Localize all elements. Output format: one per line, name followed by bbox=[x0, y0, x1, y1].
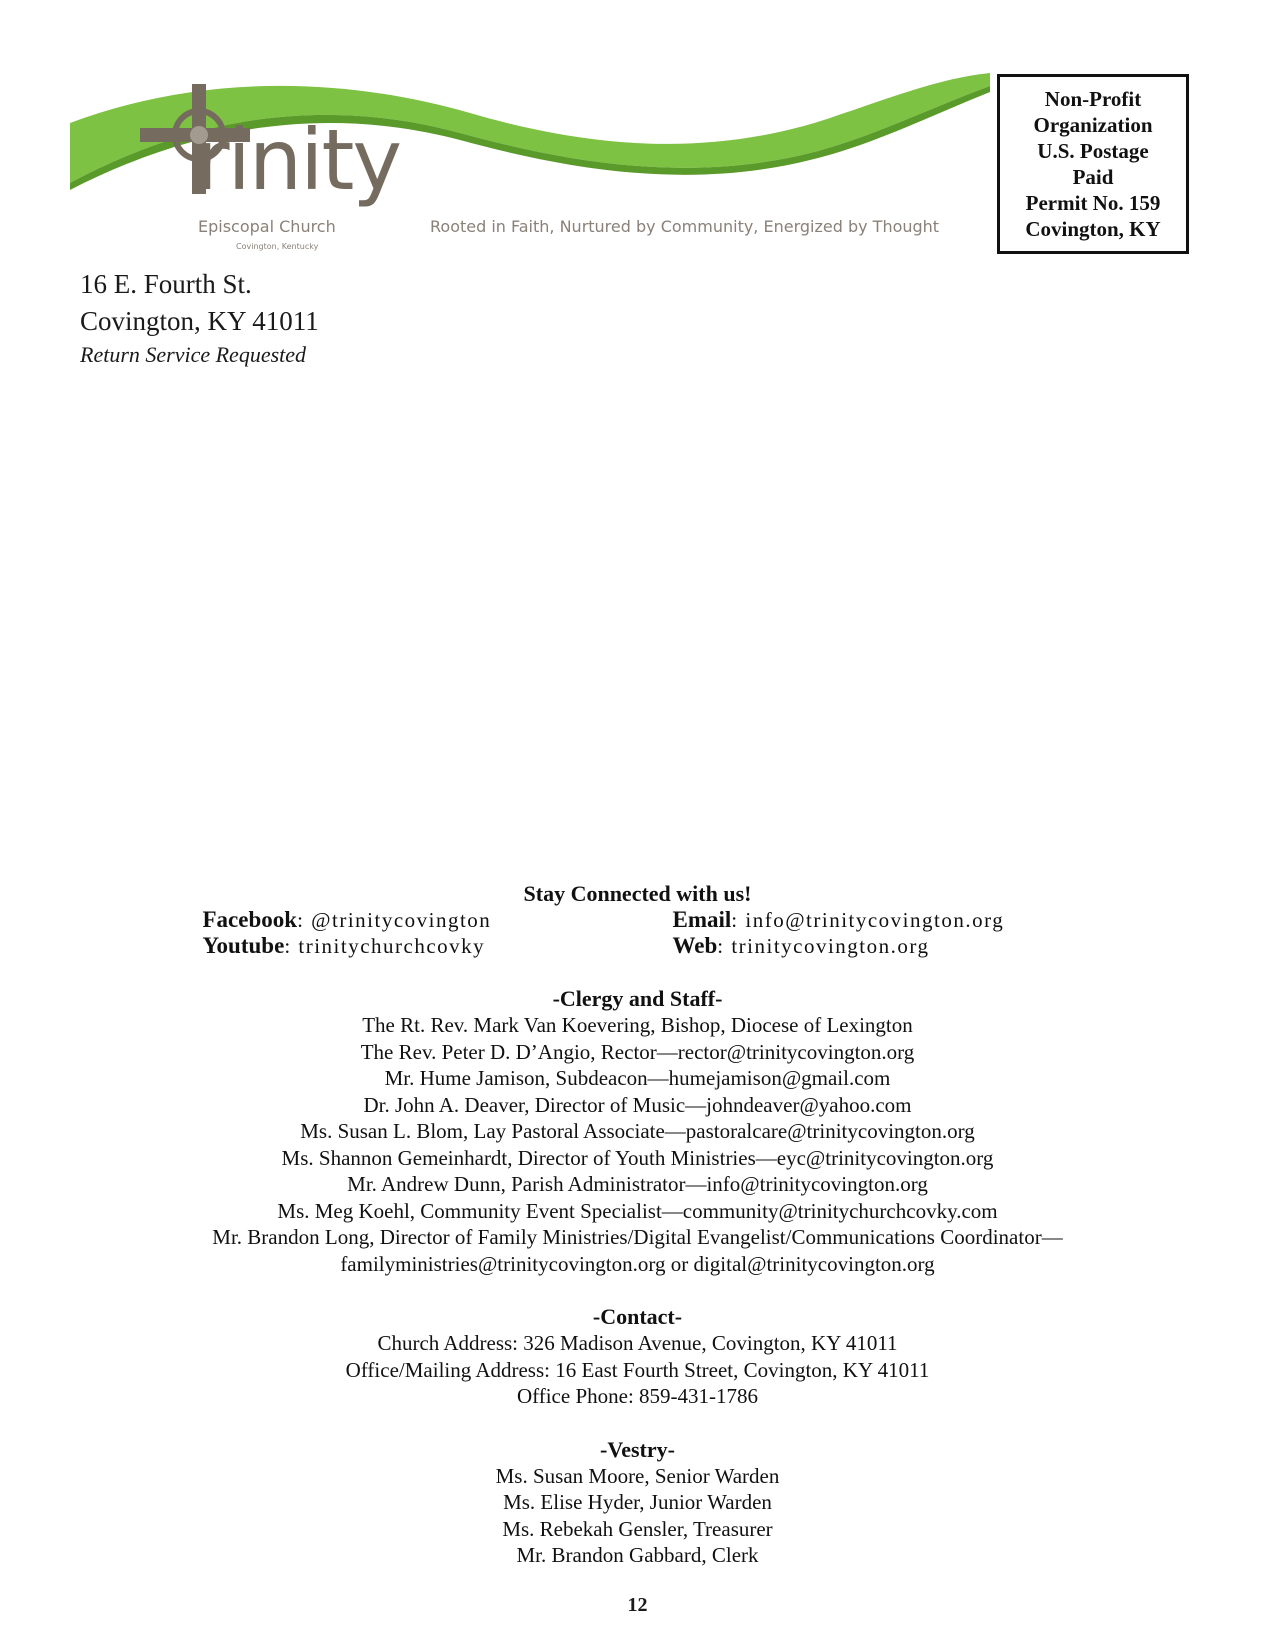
clergy-line: Mr. Brandon Long, Director of Family Ministries/Digital Evangelist/Communications Coordinator— bbox=[212, 1225, 1063, 1249]
contact-line: Office Phone: 859-431-1786 bbox=[516, 1384, 759, 1408]
postage-permit-box bbox=[997, 74, 1189, 254]
return-address bbox=[80, 266, 319, 370]
footer-info bbox=[60, 880, 1215, 1569]
permit-line: Organization bbox=[1033, 113, 1153, 137]
email-label: Email bbox=[672, 907, 732, 932]
clergy-line: Dr. John A. Deaver, Director of Music—johndeaver@yahoo.com bbox=[363, 1092, 912, 1117]
facebook-label: Facebook bbox=[202, 907, 298, 932]
page-number: 12 bbox=[627, 1594, 648, 1616]
tagline: Rooted in Faith, Nurtured by Community, Energized by Thought bbox=[430, 217, 940, 236]
web-value: : trinitycovington.org bbox=[717, 934, 930, 958]
vestry-line: Ms. Elise Hyder, Junior Warden bbox=[503, 1490, 772, 1514]
return-city: Covington, KY 41011 bbox=[80, 306, 319, 336]
facebook-value: : @trinitycovington bbox=[297, 908, 492, 932]
contact-line: Church Address: 326 Madison Avenue, Covington, KY 41011 bbox=[377, 1331, 898, 1355]
permit-line: Covington, KY bbox=[1025, 217, 1161, 241]
permit-line: U.S. Postage bbox=[1037, 139, 1149, 163]
clergy-line: Ms. Susan L. Blom, Lay Pastoral Associate—pastoralcare@trinitycovington.org bbox=[300, 1119, 975, 1143]
contact-line: Office/Mailing Address: 16 East Fourth Street, Covington, KY 41011 bbox=[345, 1357, 930, 1382]
facebook-entry[interactable] bbox=[203, 907, 653, 933]
youtube-label: Youtube bbox=[202, 933, 285, 958]
email-entry[interactable] bbox=[673, 907, 1103, 933]
clergy-line: Ms. Meg Koehl, Community Event Specialist—community@trinitychurchcovky.com bbox=[277, 1198, 998, 1223]
youtube-entry[interactable] bbox=[203, 933, 653, 959]
clergy-line: The Rev. Peter D. D’Angio, Rector—rector@trinitycovington.org bbox=[360, 1039, 915, 1064]
vestry-line: Ms. Rebekah Gensler, Treasurer bbox=[502, 1516, 773, 1541]
clergy-title: -Clergy and Staff- bbox=[552, 986, 723, 1011]
social-links bbox=[90, 907, 1215, 959]
web-entry[interactable] bbox=[673, 933, 1103, 959]
email-value: : info@trinitycovington.org bbox=[731, 908, 1005, 932]
clergy-line: Ms. Shannon Gemeinhardt, Director of Youth Ministries—eyc@trinitycovington.org bbox=[281, 1145, 994, 1170]
clergy-line: Mr. Hume Jamison, Subdeacon—humejamison@gmail.com bbox=[384, 1066, 891, 1090]
vestry-line: Mr. Brandon Gabbard, Clerk bbox=[516, 1543, 759, 1567]
youtube-value: : trinitychurchcovky bbox=[284, 934, 486, 958]
contact-title: -Contact- bbox=[592, 1304, 683, 1329]
return-note: Return Service Requested bbox=[80, 342, 307, 367]
clergy-line: Mr. Andrew Dunn, Parish Administrator—info@trinitycovington.org bbox=[347, 1172, 928, 1196]
clergy-line: The Rt. Rev. Mark Van Koevering, Bishop, Diocese of Lexington bbox=[362, 1013, 913, 1037]
logo-wordmark: rinity bbox=[195, 111, 401, 209]
permit-line: Paid bbox=[1072, 165, 1114, 189]
web-label: Web bbox=[672, 933, 718, 958]
return-street: 16 E. Fourth St. bbox=[80, 269, 252, 299]
vestry-title: -Vestry- bbox=[600, 1436, 675, 1462]
logo-location: Covington, Kentucky bbox=[236, 242, 319, 251]
permit-line: Permit No. 159 bbox=[1025, 191, 1161, 215]
connect-title: Stay Connected with us! bbox=[523, 881, 752, 906]
logo-subtitle: Episcopal Church bbox=[198, 217, 336, 236]
vestry-line: Ms. Susan Moore, Senior Warden bbox=[495, 1463, 780, 1488]
permit-line: Non-Profit bbox=[1044, 87, 1142, 111]
clergy-line: familyministries@trinitycovington.org or digital@trinitycovington.org bbox=[340, 1251, 935, 1276]
